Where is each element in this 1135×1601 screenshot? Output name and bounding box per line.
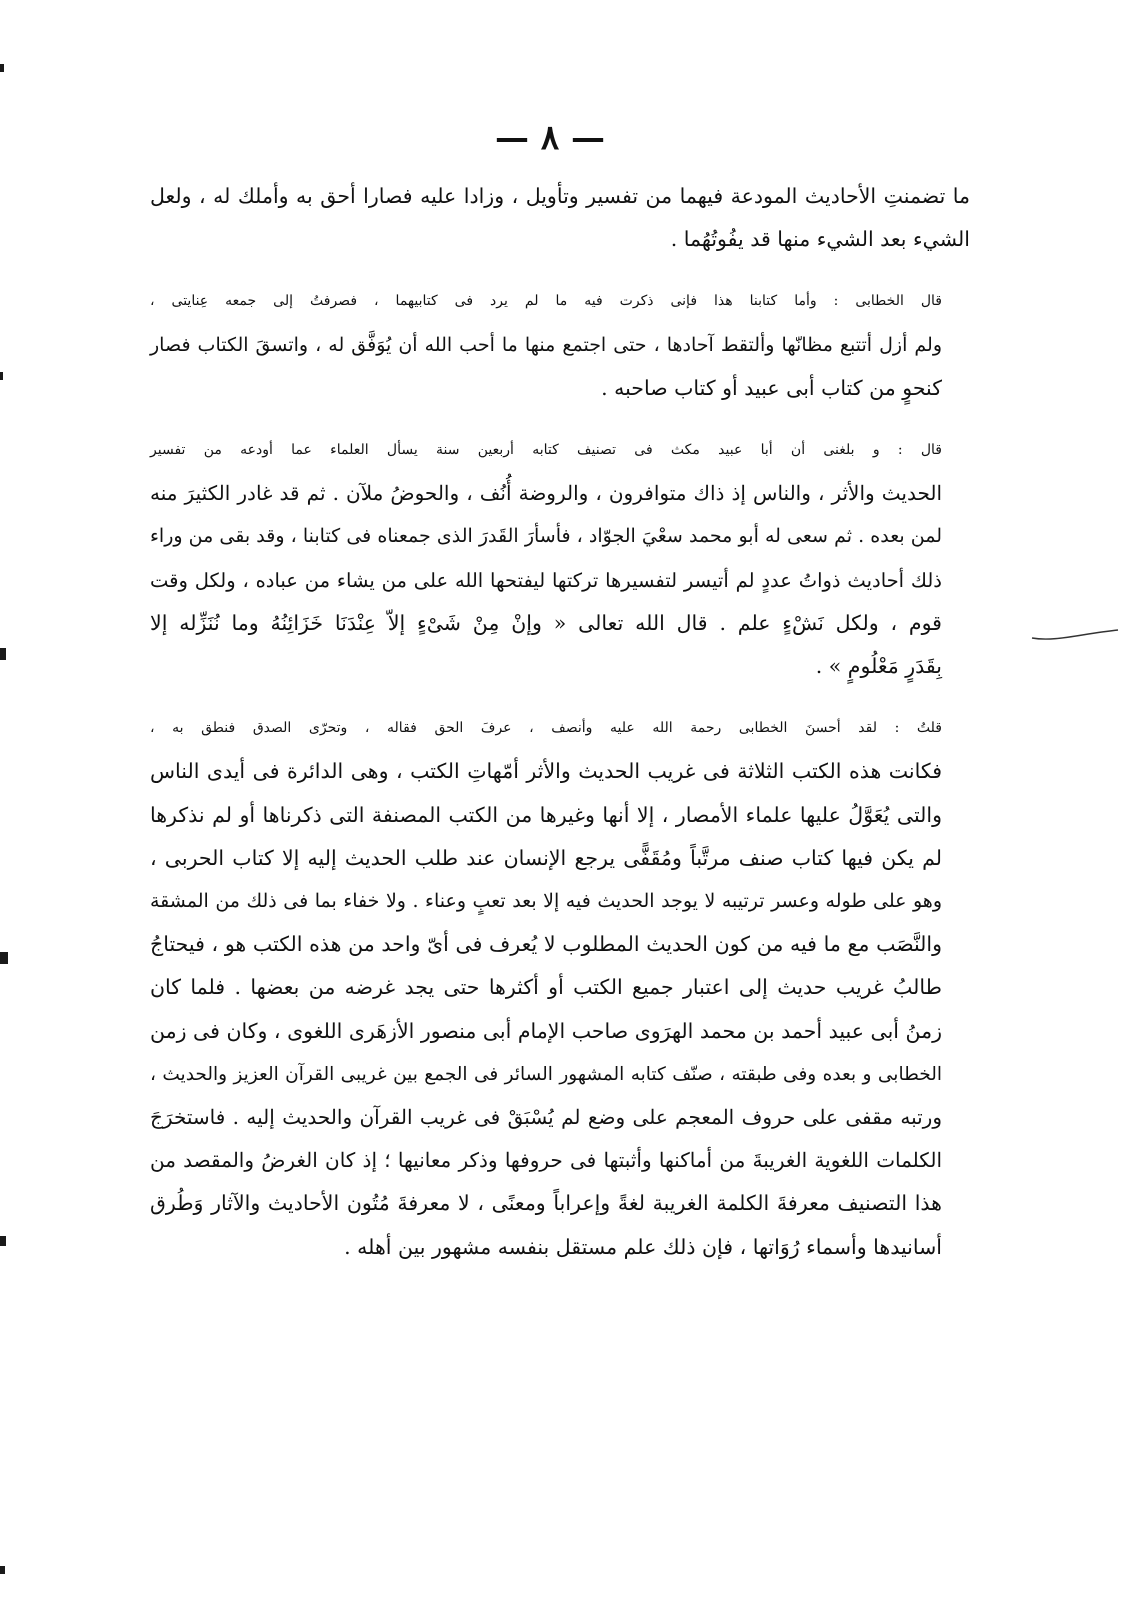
- text-line: لمن بعده . ثم سعى له أبو محمد سعْيَ الجوّاد ، فأسأرَ القَدرَ الذى جمعناه فى كتابنا ، وقد بقى من وراء: [150, 525, 942, 548]
- text-line: الشيء بعد الشيء منها قد يفُوتُهُما .: [670, 227, 970, 252]
- paragraph: [150, 707, 970, 1269]
- body-text: [150, 175, 970, 1288]
- text-line: والتى يُعَوَّلُ عليها علماء الأمصار ، إلا أنها وغيرها من الكتب المصنفة التى ذكرناها أو لم نذكرها: [150, 802, 942, 827]
- text-line: الحديث والأثر ، والناس إذ ذاك متوافرون ، والروضة أُنُف ، والحوضُ ملآن . ثم قد غادر الكثيرَ منه: [150, 481, 942, 506]
- paragraph: [150, 280, 970, 410]
- text-line: كنحوٍ من كتاب أبى عبيد أو كتاب صاحبه .: [601, 375, 942, 400]
- margin-mark: [0, 64, 4, 72]
- margin-mark: [0, 372, 3, 380]
- text-line: قوم ، ولكل نَشْءٍ علم . قال الله تعالى « وإنْ مِنْ شَىْءٍ إلاّ عِنْدَنَا خَزَائِنُهُ وما نُنَزِّله إلا: [150, 610, 942, 635]
- text-line: الكلمات اللغوية الغريبةَ من أماكنها وأثبتها فى حروفها وذكر معانيها ؛ إذ كان الغرضُ والمقصد من: [150, 1148, 942, 1173]
- text-line: لم يكن فيها كتاب صنف مرتَّباً ومُقَفًّى يرجع الإنسان عند طلب الحديث إليه إلا كتاب الحربى ،: [150, 845, 942, 870]
- page-number: — ٨ —: [495, 118, 605, 158]
- text-line: هذا التصنيف معرفةَ الكلمة الغريبة لغةً وإعراباً ومعنًى ، لا معرفةَ مُتُون الأحاديث والآثار وَطُرق: [150, 1191, 942, 1216]
- margin-mark: [0, 648, 6, 660]
- text-line: قال الخطابى : وأما كتابنا هذا فإنى ذكرت فيه ما لم يرد فى كتابيهما ، فصرفتُ إلى جمعه عِنايتى ،: [150, 293, 942, 310]
- text-line: طالبُ غريب حديث إلى اعتبار جميع الكتب أو أكثرها حتى يجد غرضه من بعضها . فلما كان: [150, 975, 942, 1000]
- margin-mark: [0, 952, 8, 964]
- paragraph: [150, 429, 970, 688]
- text-line: ما تضمنتِ الأحاديث المودعة فيهما من تفسير وتأويل ، وزادا عليه فصارا أحق به وأملك له ، ولعل: [150, 184, 970, 208]
- margin-mark: [0, 1566, 5, 1574]
- text-line: ورتبه مقفى على حروف المعجم على وضع لم يُسْبَقْ فى غريب القرآن والحديث إليه . فاستخرَجَ: [150, 1105, 942, 1130]
- text-line: قلتُ : لقد أحسنَ الخطابى رحمة الله عليه وأنصف ، عرفَ الحق فقاله ، وتحرّى الصدق فنطق به ،: [150, 720, 942, 737]
- text-line: فكانت هذه الكتب الثلاثة فى غريب الحديث والأثر أمّهاتِ الكتب ، وهى الدائرة فى أيدى الناس: [150, 759, 942, 784]
- text-line: زمنُ أبى عبيد أحمد بن محمد الهرَوى صاحب الإمام أبى منصور الأزهَرى اللغوى ، وكان فى زمن: [150, 1018, 942, 1043]
- text-line: ذلك أحاديث ذواتُ عددٍ لم أتيسر لتفسيرها تركتها ليفتحها الله على من يشاء من عباده ، ولكل وقت: [150, 568, 942, 592]
- text-line: أسانيدها وأسماء رُوَاتها ، فإن ذلك علم مستقل بنفسه مشهور بين أهله .: [344, 1234, 942, 1259]
- text-line: ولم أزل أتتبع مظانّها وألتقط آحادها ، حتى اجتمع منها ما أحب الله أن يُوَفَّق له ، واتسقَ الكتاب فصار: [150, 333, 942, 356]
- pen-stroke-mark: [1030, 620, 1120, 650]
- text-line: بِقَدَرٍ مَعْلُومٍ » .: [815, 654, 942, 679]
- text-line: وهو على طوله وعسر ترتيبه لا يوجد الحديث فيه إلا بعد تعبٍ وعناء . ولا خفاء بما فى ذلك من المشقة: [150, 890, 942, 913]
- text-line: والنَّصَب مع ما فيه من كون الحديث المطلوب لا يُعرف فى أىّ واحد من هذه الكتب هو ، فيحتاجُ: [150, 932, 942, 957]
- paragraph: [150, 175, 970, 261]
- text-line: الخطابى و بعده وفى طبقته ، صنّف كتابه المشهور السائر فى الجمع بين غريبى القرآن العزيز والحديث ،: [150, 1063, 942, 1085]
- margin-mark: [0, 1236, 6, 1246]
- text-line: قال : و بلغنى أن أبا عبيد مكث فى تصنيف كتابه أربعين سنة يسأل العلماء عما أودعه من تفسير: [150, 442, 942, 459]
